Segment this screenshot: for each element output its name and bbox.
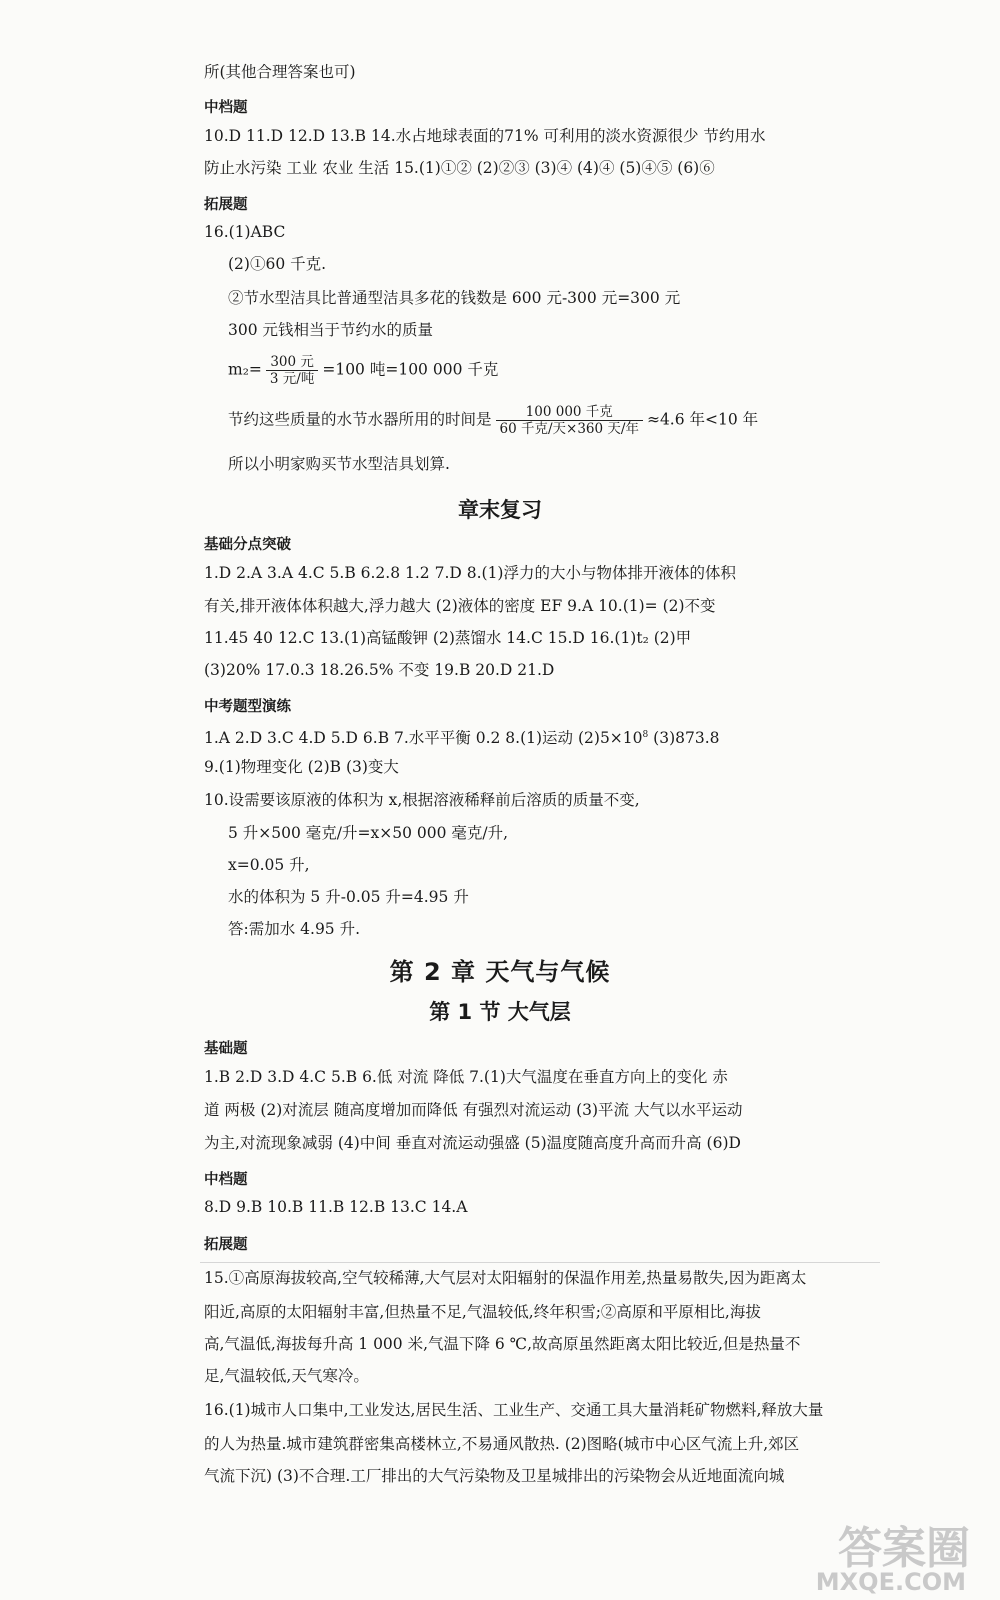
fraction [496, 404, 643, 437]
formula-rhs: =100 吨=100 000 千克 [322, 360, 499, 379]
text-line: 为主,对流现象减弱 (4)中间 垂直对流运动强盛 (5)温度随高度升高而升高 (6)D [204, 1134, 741, 1152]
section-heading: 拓展题 [204, 197, 248, 213]
chapter-review-title: 章末复习 [458, 498, 542, 522]
text-line: 道 两极 (2)对流层 随高度增加而降低 有强烈对流运动 (3)平流 大气以水平运动 [204, 1101, 743, 1119]
text-line: (2)①60 千克. [228, 255, 327, 273]
text-line: 8.D 9.B 10.B 11.B 12.B 13.C 14.A [204, 1198, 468, 1216]
section-heading: 拓展题 [204, 1237, 248, 1253]
fraction-numerator: 100 000 千克 [496, 404, 643, 421]
section-heading: 中考题型演练 [204, 699, 291, 715]
formula-lhs: 节约这些质量的水节水器所用的时间是 [228, 410, 492, 429]
text-line: 10.设需要该原液的体积为 x,根据溶液稀释前后溶质的质量不变, [204, 791, 640, 809]
text-line: 气流下沉) (3)不合理.工厂排出的大气污染物及卫星城排出的污染物会从近地面流向城 [204, 1467, 785, 1485]
formula-line [228, 404, 758, 437]
text-line: ②节水型洁具比普通型洁具多花的钱数是 600 元-300 元=300 元 [228, 289, 681, 307]
watermark-logo: 答案圈 [838, 1523, 970, 1574]
text-line: 16.(1)ABC [204, 223, 286, 241]
text-line: 阳近,高原的太阳辐射丰富,但热量不足,气温较低,终年积雪;②高原和平原相比,海拔 [204, 1303, 761, 1321]
text-segment: 1.A 2.D 3.C 4.D 5.D 6.B 7.水平平衡 0.2 8.(1)运动 (2)5×10 [204, 729, 643, 748]
text-line: 9.(1)物理变化 (2)B (3)变大 [204, 758, 399, 776]
text-line: 水的体积为 5 升-0.05 升=4.95 升 [228, 888, 469, 906]
text-line: 有关,排开液体体积越大,浮力越大 (2)液体的密度 EF 9.A 10.(1)= (2)不变 [204, 597, 716, 615]
fraction-denominator: 3 元/吨 [269, 371, 315, 387]
section-heading: 基础题 [204, 1041, 248, 1057]
text-line: x=0.05 升, [228, 856, 310, 874]
section-title: 第 1 节 大气层 [429, 1000, 571, 1024]
text-line: 300 元钱相当于节约水的质量 [228, 321, 434, 339]
text-line: 所以小明家购买节水型洁具划算. [228, 455, 450, 473]
text-line: 1.D 2.A 3.A 4.C 5.B 6.2.8 1.2 7.D 8.(1)浮力的大小与物体排开液体的体积 [204, 564, 736, 582]
text-line: 高,气温低,海拔每升高 1 000 米,气温下降 6 ℃,故高原虽然距离太阳比较近,但是热量不 [204, 1335, 801, 1353]
text-line: (3)20% 17.0.3 18.26.5% 不变 19.B 20.D 21.D [204, 661, 555, 679]
text-line: 10.D 11.D 12.D 13.B 14.水占地球表面的71% 可利用的淡水资源很少 节约用水 [204, 127, 766, 145]
text-line: 15.①高原海拔较高,空气较稀薄,大气层对太阳辐射的保温作用差,热量易散失,因为距离太 [204, 1269, 807, 1287]
text-line: 足,气温较低,天气寒冷。 [204, 1367, 369, 1385]
text-line: 11.45 40 12.C 13.(1)高锰酸钾 (2)蒸馏水 14.C 15.D 16.(1)t₂ (2)甲 [204, 629, 692, 647]
text-line: 的人为热量.城市建筑群密集高楼林立,不易通风散热. (2)图略(城市中心区气流上升,郊区 [204, 1435, 800, 1453]
divider [200, 1262, 880, 1263]
section-heading: 基础分点突破 [204, 537, 291, 553]
text-line: 5 升×500 毫克/升=x×50 000 毫克/升, [228, 824, 509, 842]
text-line [204, 725, 720, 748]
fraction-denominator: 60 千克/天×360 天/年 [499, 421, 639, 437]
text-line: 16.(1)城市人口集中,工业发达,居民生活、工业生产、交通工具大量消耗矿物燃料,释放大量 [204, 1401, 824, 1419]
text-line: 防止水污染 工业 农业 生活 15.(1)①② (2)②③ (3)④ (4)④ (5)④⑤ (6)⑥ [204, 159, 715, 177]
fraction-numerator: 300 元 [266, 354, 318, 371]
text-line: 所(其他合理答案也可) [204, 63, 356, 81]
text-line: 答:需加水 4.95 升. [228, 920, 361, 938]
formula-line [228, 354, 498, 387]
chapter-title: 第 2 章 天气与气候 [389, 958, 611, 986]
section-heading: 中档题 [204, 1172, 248, 1188]
superscript: 8 [642, 730, 649, 740]
watermark-url: MXQE.COM [815, 1568, 966, 1596]
formula-lhs: m₂= [228, 360, 262, 379]
fraction [266, 354, 318, 387]
formula-rhs: ≈4.6 年<10 年 [646, 410, 759, 429]
section-heading: 中档题 [204, 100, 248, 116]
text-segment: (3)873.8 [648, 729, 720, 748]
text-line: 1.B 2.D 3.D 4.C 5.B 6.低 对流 降低 7.(1)大气温度在垂直方向上的变化 赤 [204, 1068, 728, 1086]
